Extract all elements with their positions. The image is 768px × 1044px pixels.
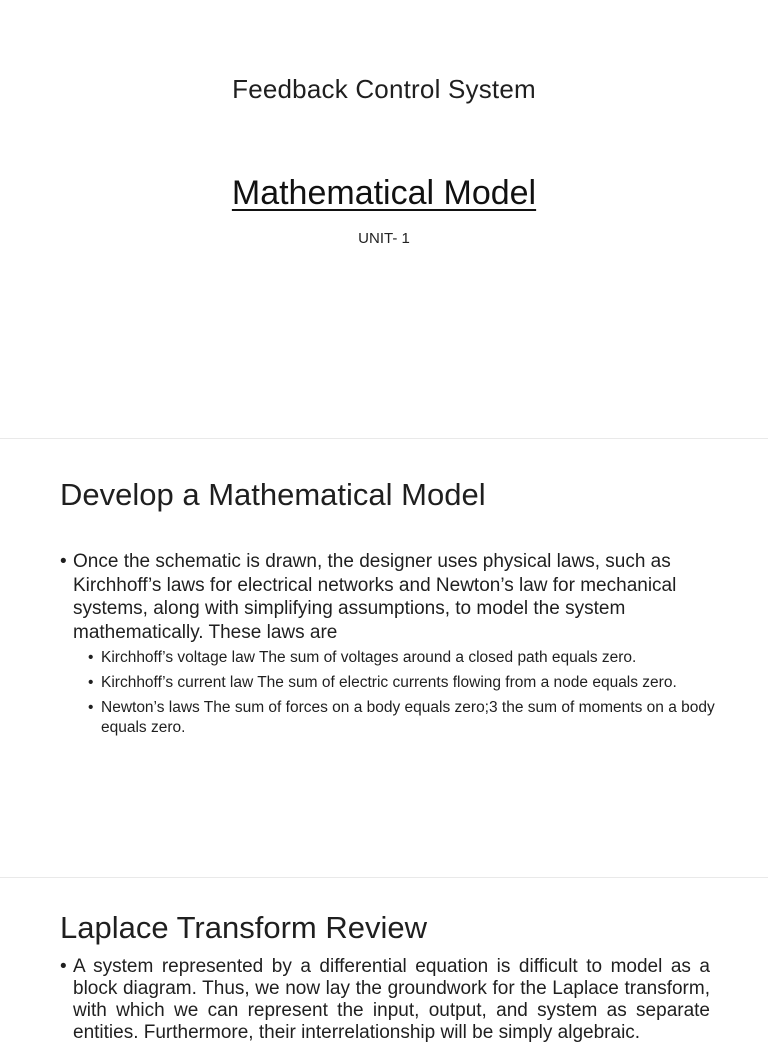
slide-body [60,550,720,743]
slide-title: Mathematical Model [231,174,537,212]
sub-bullet-text: Newton’s laws The sum of forces on a body equals zero;3 the sum of moments on a body equals zero. [101,699,715,736]
course-subtitle: Feedback Control System [232,74,536,104]
bullet-dot: • [88,674,94,691]
sub-bullet-text: Kirchhoff’s voltage law The sum of voltages around a closed path equals zero. [101,649,637,666]
sub-bullet-list [60,648,720,738]
sub-bullet-text: Kirchhoff’s current law The sum of electric currents flowing from a node equals zero. [101,674,677,691]
slide-heading: Develop a Mathematical Model [60,477,486,512]
slide-heading: Laplace Transform Review [60,910,427,945]
main-bullet [60,956,710,1044]
bullet-dot: • [88,699,94,716]
bullet-dot: • [60,551,67,572]
sub-bullet-kvl [88,648,720,668]
sub-bullet-newton [88,698,720,738]
mathematical-model-slide [0,439,768,877]
unit-label: UNIT- 1 [358,230,410,247]
main-bullet-text: A system represented by a differential equation is difficult to model as a block diagram. Thus, we now lay the groundwork for the Laplace transform, with which we can represent the input, output, and system as separate entities. Furthermore, their interrelationship will be simply algebraic. [73,956,710,1043]
title-slide [0,0,768,438]
slide-body [60,956,710,1044]
laplace-slide [0,878,768,1043]
bullet-dot: • [60,956,67,977]
main-bullet-text: Once the schematic is drawn, the designer uses physical laws, such as Kirchhoff’s laws for electrical networks and Newton’s law for mechanical systems, along with simplifying assumptions, to model the system mathematically. These laws are [73,551,677,643]
sub-bullet-kcl [88,673,720,693]
main-bullet [60,550,720,644]
bullet-dot: • [88,649,94,666]
